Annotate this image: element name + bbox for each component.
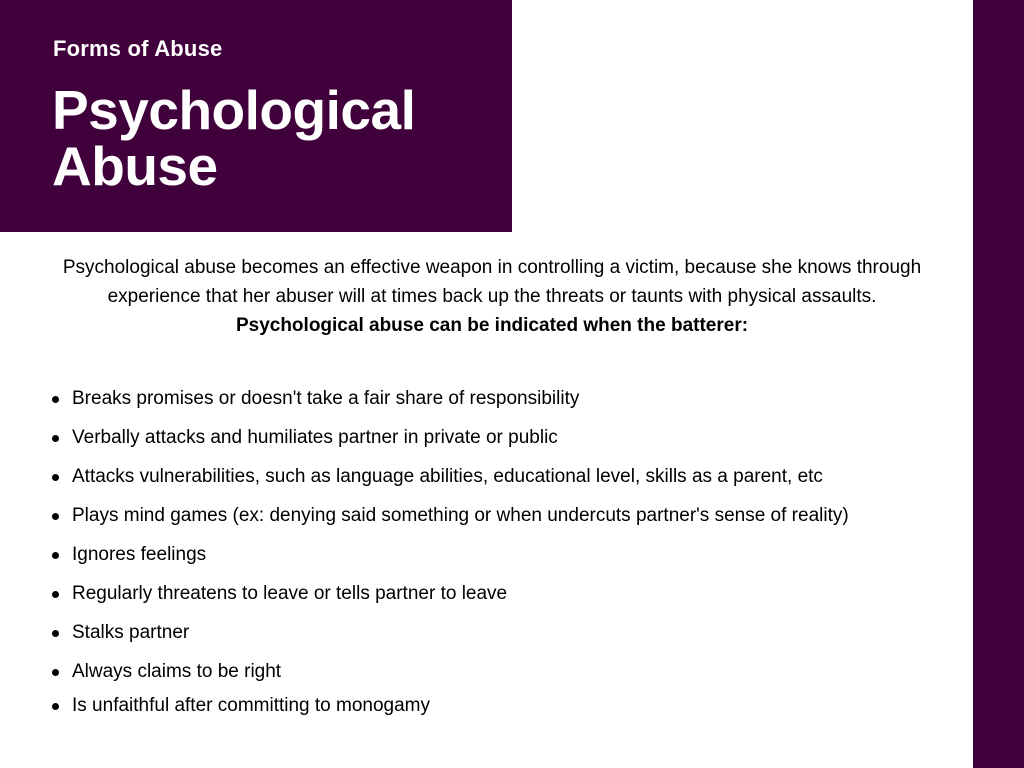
list-item bbox=[72, 619, 189, 647]
bullet-icon bbox=[52, 513, 59, 520]
list-item-text: Plays mind games (ex: denying said something or when undercuts partner's sense of reality) bbox=[72, 505, 849, 526]
bullet-icon bbox=[52, 669, 59, 676]
bullet-icon bbox=[52, 591, 59, 598]
list-lead-in: Psychological abuse can be indicated when the batterer: bbox=[235, 315, 749, 336]
bullet-icon bbox=[52, 396, 59, 403]
intro-paragraph: Psychological abuse becomes an effective weapon in controlling a victim, because she knows through experience that her abuser will at times back up the threats or taunts with physical assaults. bbox=[62, 257, 922, 307]
section-kicker: Forms of Abuse bbox=[53, 36, 223, 61]
list-item-text: Regularly threatens to leave or tells partner to leave bbox=[72, 583, 508, 604]
list-item bbox=[72, 502, 849, 530]
decorative-side-bar bbox=[973, 0, 1024, 768]
list-item-text: Breaks promises or doesn't take a fair share of responsibility bbox=[72, 388, 580, 409]
list-item-text: Is unfaithful after committing to monogamy bbox=[72, 695, 430, 716]
title-banner bbox=[0, 0, 512, 232]
bullet-icon bbox=[52, 552, 59, 559]
page-title: Psychological Abuse bbox=[52, 79, 416, 197]
intro-block bbox=[50, 253, 934, 340]
list-item-text: Attacks vulnerabilities, such as language abilities, educational level, skills as a parent, etc bbox=[72, 466, 823, 487]
list-item bbox=[72, 463, 823, 491]
bullet-icon bbox=[52, 435, 59, 442]
list-item bbox=[72, 658, 281, 686]
list-item bbox=[72, 541, 206, 569]
list-item bbox=[72, 385, 579, 413]
list-item bbox=[72, 424, 558, 452]
list-item-text: Always claims to be right bbox=[72, 661, 282, 682]
bullet-icon bbox=[52, 703, 59, 710]
list-item-text: Ignores feelings bbox=[72, 544, 207, 565]
list-item-text: Stalks partner bbox=[72, 622, 190, 643]
bullet-icon bbox=[52, 474, 59, 481]
list-item bbox=[72, 692, 430, 720]
bullet-icon bbox=[52, 630, 59, 637]
list-item bbox=[72, 580, 507, 608]
list-item-text: Verbally attacks and humiliates partner in private or public bbox=[72, 427, 558, 448]
